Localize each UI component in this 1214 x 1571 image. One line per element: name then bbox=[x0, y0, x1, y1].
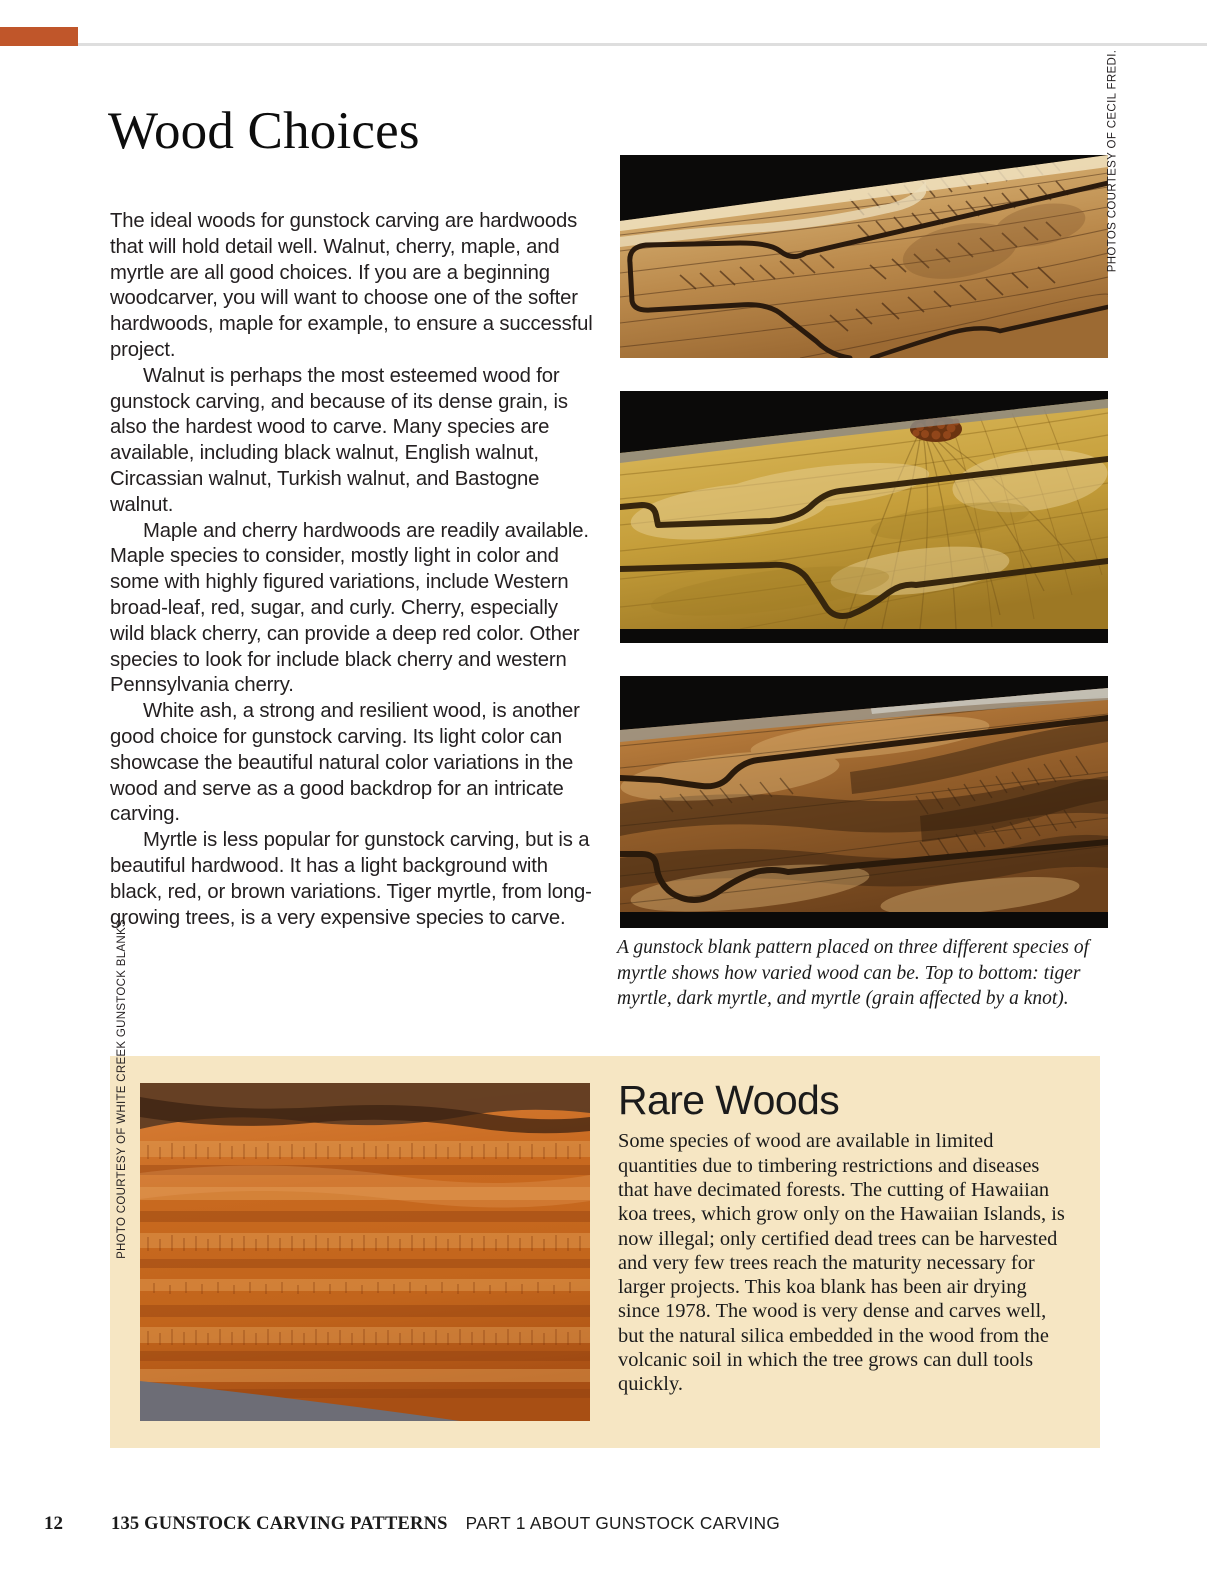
photo-caption: A gunstock blank pattern placed on three different species of myrtle shows how varied wood can be. Top to bottom: tiger myrtle, dark myrtle, and myrtle (grain affected by a knot). bbox=[617, 937, 1090, 1009]
page-footer bbox=[44, 1513, 780, 1535]
koa-blank-photo bbox=[140, 1083, 590, 1421]
photos-credit bbox=[1104, 49, 1120, 365]
rare-woods-title: Rare Woods bbox=[618, 1077, 840, 1123]
body-paragraph: Myrtle is less popular for gunstock carving, but is a beautiful hardwood. It has a light background with black, red, or brown variations. Tiger myrtle, from long-growing trees, is a very expensive species to carve. bbox=[110, 829, 592, 929]
footer-page-number: 12 bbox=[44, 1513, 63, 1534]
dark-myrtle-blank-photo bbox=[620, 391, 1108, 643]
body-paragraph: Maple and cherry hardwoods are readily available. Maple species to consider, mostly light in color and some with highly figured variations, include Western broad-leaf, red, sugar, and curly. Cherry, especially wild black cherry, can provide a deep red color. Other species to look for include black cherry and western Pennsylvania cherry. bbox=[110, 519, 589, 697]
koa-photo-credit bbox=[112, 919, 132, 1421]
footer-book-title: 135 GUNSTOCK CARVING PATTERNS bbox=[111, 1514, 448, 1534]
body-paragraph: The ideal woods for gunstock carving are hardwoods that will hold detail well. Walnut, cherry, maple, and myrtle are all good choices. If you are a beginning woodcarver, you will want to choose one of the softer hardwoods, maple for example, to ensure a successful project. bbox=[110, 210, 593, 361]
body-paragraph: White ash, a strong and resilient wood, is another good choice for gunstock carving. Its light color can showcase the beautiful natural color variations in the wood and serve as a good backdrop for an intricate carving. bbox=[110, 700, 580, 826]
photo-column bbox=[620, 155, 1108, 928]
koa-photo-credit-text: PHOTO COURTESY OF WHITE CREEK GUNSTOCK BLANKS bbox=[116, 919, 129, 1259]
rare-woods-paragraph: Some species of wood are available in limited quantities due to timbering restrictions and diseases that have decimated forests. The cutting of Hawaiian koa trees, which grow only on the Hawaiian Islands, is now illegal; only certified dead trees can be harvested and very few trees reach the maturity necessary for larger projects. This koa blank has been air drying since 1978. The wood is very dense and carves well, but the natural silica embedded in the wood from the volcanic soil in which the tree grows can dull tools quickly. bbox=[618, 1130, 1065, 1396]
page-title: Wood Choices bbox=[108, 102, 420, 160]
header-accent-tab bbox=[0, 27, 78, 46]
knotted-myrtle-blank-photo bbox=[620, 676, 1108, 928]
rare-woods-text-block bbox=[618, 1076, 1068, 1397]
footer-part-label: PART 1 ABOUT GUNSTOCK CARVING bbox=[465, 1513, 780, 1533]
body-paragraph: Walnut is perhaps the most esteemed wood for gunstock carving, and because of its dense grain, is also the hardest wood to carve. Many species are available, including black walnut, English walnut, Circassian walnut, Turkish walnut, and Bastogne walnut. bbox=[110, 364, 568, 516]
header-rule bbox=[0, 43, 1207, 46]
koa-photo-frame bbox=[140, 1083, 590, 1421]
photos-credit-text: PHOTOS COURTESY OF CECIL FREDI. bbox=[1106, 49, 1119, 273]
body-text-column bbox=[110, 209, 594, 931]
tiger-myrtle-blank-photo bbox=[620, 155, 1108, 358]
